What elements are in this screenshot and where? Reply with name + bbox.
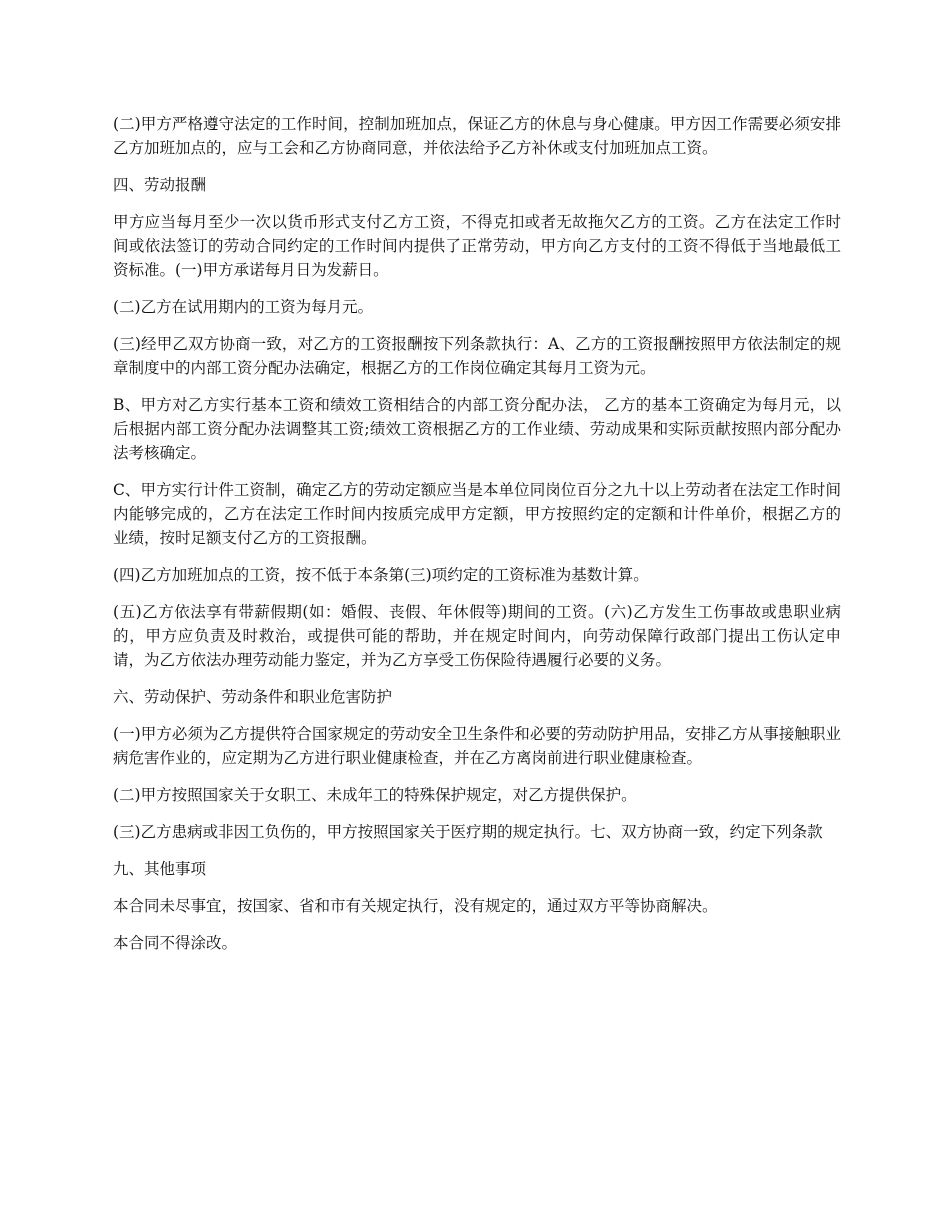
- paragraph-no-alteration: 本合同不得涂改。: [113, 934, 238, 952]
- paragraph-overtime-rules: (二)甲方严格遵守法定的工作时间，控制加班加点，保证乙方的休息与身心健康。甲方因工作需要必须安排乙方加班加点的，应与工会和乙方协商同意，并依法给予乙方补休或支付加班加点工资。: [113, 115, 841, 157]
- document-body: [113, 112, 841, 968]
- paragraph-medical-period: (三)乙方患病或非因工负伤的，甲方按照国家关于医疗期的规定执行。七、双方协商一致，约定下列条款: [113, 823, 823, 841]
- paragraph-performance-wage: B、甲方对乙方实行基本工资和绩效工资相结合的内部工资分配办法， 乙方的基本工资确定为每月元，以后根据内部工资分配办法调整其工资;绩效工资根据乙方的工作业绩、劳动成果和实际贡献按照内部分配办法考核确定。: [113, 396, 841, 462]
- paragraph-safety-conditions: (一)甲方必须为乙方提供符合国家规定的劳动安全卫生条件和必要的劳动防护用品，安排乙方从事接触职业病危害作业的，应定期为乙方进行职业健康检查，并在乙方离岗前进行职业健康检查。: [113, 725, 841, 767]
- paragraph-piece-rate: C、甲方实行计件工资制，确定乙方的劳动定额应当是本单位同岗位百分之九十以上劳动者在法定工作时间内能够完成的，乙方在法定工作时间内按质完成甲方定额，甲方按照约定的定额和计件单价，根据乙方的业绩，按时足额支付乙方的工资报酬。: [113, 481, 841, 547]
- paragraph-probation-wage: (二)乙方在试用期内的工资为每月元。: [113, 298, 374, 316]
- paragraph-overtime-wage: (四)乙方加班加点的工资，按不低于本条第(三)项约定的工资标准为基数计算。: [113, 566, 649, 584]
- paragraph-paid-leave-injury: (五)乙方依法享有带薪假期(如：婚假、丧假、年休假等)期间的工资。(六)乙方发生工伤事故或患职业病的，甲方应负责及时救治，或提供可能的帮助，并在规定时间内，向劳动保障行政部门提出工伤认定申请，为乙方依法办理劳动能力鉴定，并为乙方享受工伤保险待遇履行必要的义务。: [113, 603, 841, 669]
- section-heading-other-matters: 九、其他事项: [113, 860, 207, 878]
- paragraph-special-protection: (二)甲方按照国家关于女职工、未成年工的特殊保护规定，对乙方提供保护。: [113, 786, 637, 804]
- section-heading-protection: 六、劳动保护、劳动条件和职业危害防护: [113, 688, 393, 706]
- section-heading-remuneration: 四、劳动报酬: [113, 176, 207, 194]
- paragraph-unresolved-matters: 本合同未尽事宜，按国家、省和市有关规定执行，没有规定的，通过双方平等协商解决。: [113, 897, 718, 915]
- paragraph-wage-terms: (三)经甲乙双方协商一致，对乙方的工资报酬按下列条款执行：A、乙方的工资报酬按照甲方依法制定的规章制度中的内部工资分配办法确定，根据乙方的工作岗位确定其每月工资为元。: [113, 335, 841, 377]
- paragraph-wage-payment: 甲方应当每月至少一次以货币形式支付乙方工资，不得克扣或者无故拖欠乙方的工资。乙方在法定工作时间或依法签订的劳动合同约定的工作时间内提供了正常劳动，甲方向乙方支付的工资不得低于当地最低工资标准。(一)甲方承诺每月日为发薪日。: [113, 213, 841, 279]
